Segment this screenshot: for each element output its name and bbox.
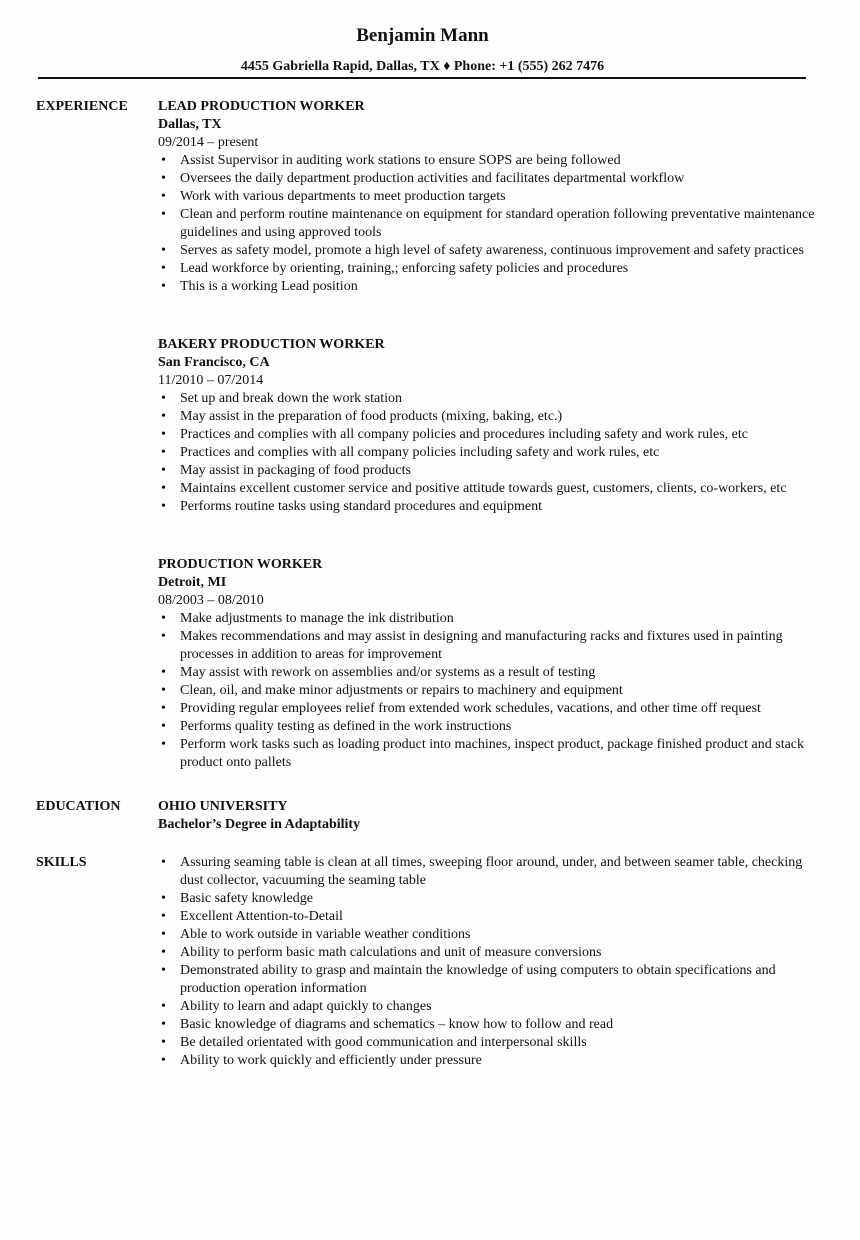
list-item: • Able to work outside in variable weather conditions [158,926,818,944]
list-item: • Ability to work quickly and efficiently under pressure [158,1052,818,1070]
list-item: • Be detailed orientated with good communication and interpersonal skills [158,1034,818,1052]
job-dates: 11/2010 – 07/2014 [158,373,264,388]
list-item: • Serves as safety model, promote a high level of safety awareness, continuous improvement and safety practices [158,242,818,260]
list-item: • Excellent Attention-to-Detail [158,908,818,926]
list-item: • Clean and perform routine maintenance on equipment for standard operation following preventative maintenance guidelines and using approved tools [158,206,818,242]
list-item: • Performs quality testing as defined in the work instructions [158,718,818,736]
list-item: • Work with various departments to meet production targets [158,188,818,206]
list-item: • Performs routine tasks using standard procedures and equipment [158,498,818,516]
list-item: • This is a working Lead position [158,278,818,296]
candidate-name: Benjamin Mann [356,25,489,46]
list-item: • May assist in packaging of food products [158,462,818,480]
education-heading: EDUCATION [36,799,121,814]
job-dates: 09/2014 – present [158,135,259,150]
list-item: • Ability to learn and adapt quickly to changes [158,998,818,1016]
job-title: BAKERY PRODUCTION WORKER [158,337,385,352]
list-item: • Basic safety knowledge [158,890,818,908]
list-item: • May assist with rework on assemblies and/or systems as a result of testing [158,664,818,682]
job-title: PRODUCTION WORKER [158,557,323,572]
job-location: Detroit, MI [158,575,227,590]
skills-heading: SKILLS [36,855,87,870]
experience-heading: EXPERIENCE [36,99,128,114]
job-entry [158,336,818,516]
job-duties-list [158,152,818,296]
skills-list [158,854,818,1070]
list-item: • Clean, oil, and make minor adjustments or repairs to machinery and equipment [158,682,818,700]
job-entry [158,556,818,772]
list-item: • Make adjustments to manage the ink distribution [158,610,818,628]
job-location: San Francisco, CA [158,355,270,370]
header-divider [38,77,806,79]
list-item: • Practices and complies with all company policies and procedures including safety and work rules, etc [158,426,818,444]
list-item: • Demonstrated ability to grasp and maintain the knowledge of using computers to obtain specifications and production operation information [158,962,818,998]
list-item: • Maintains excellent customer service and positive attitude towards guest, customers, clients, co-workers, etc [158,480,818,498]
school-name: OHIO UNIVERSITY [158,799,288,814]
list-item: • Set up and break down the work station [158,390,818,408]
list-item: • Assuring seaming table is clean at all times, sweeping floor around, under, and between seamer table, checking dust collector, vacuuming the seaming table [158,854,818,890]
job-title: LEAD PRODUCTION WORKER [158,99,365,114]
list-item: • Basic knowledge of diagrams and schematics – know how to follow and read [158,1016,818,1034]
skills-entry [158,854,818,1070]
job-dates: 08/2003 – 08/2010 [158,593,264,608]
education-entry [158,798,818,834]
job-location: Dallas, TX [158,117,222,132]
list-item: • Lead workforce by orienting, training,; enforcing safety policies and procedures [158,260,818,278]
job-entry [158,98,818,296]
list-item: • May assist in the preparation of food products (mixing, baking, etc.) [158,408,818,426]
job-duties-list [158,390,818,516]
list-item: • Assist Supervisor in auditing work stations to ensure SOPS are being followed [158,152,818,170]
list-item: • Providing regular employees relief from extended work schedules, vacations, and other time off request [158,700,818,718]
list-item: • Oversees the daily department production activities and facilitates departmental workflow [158,170,818,188]
list-item: • Ability to perform basic math calculations and unit of measure conversions [158,944,818,962]
degree-name: Bachelor’s Degree in Adaptability [158,817,361,832]
list-item: • Makes recommendations and may assist in designing and manufacturing racks and fixtures used in painting processes in addition to areas for improvement [158,628,818,664]
contact-line: 4455 Gabriella Rapid, Dallas, TX ♦ Phone: +1 (555) 262 7476 [240,59,605,74]
job-duties-list [158,610,818,772]
list-item: • Perform work tasks such as loading product into machines, inspect product, package finished product and stack product onto pallets [158,736,818,772]
list-item: • Practices and complies with all company policies including safety and work rules, etc [158,444,818,462]
